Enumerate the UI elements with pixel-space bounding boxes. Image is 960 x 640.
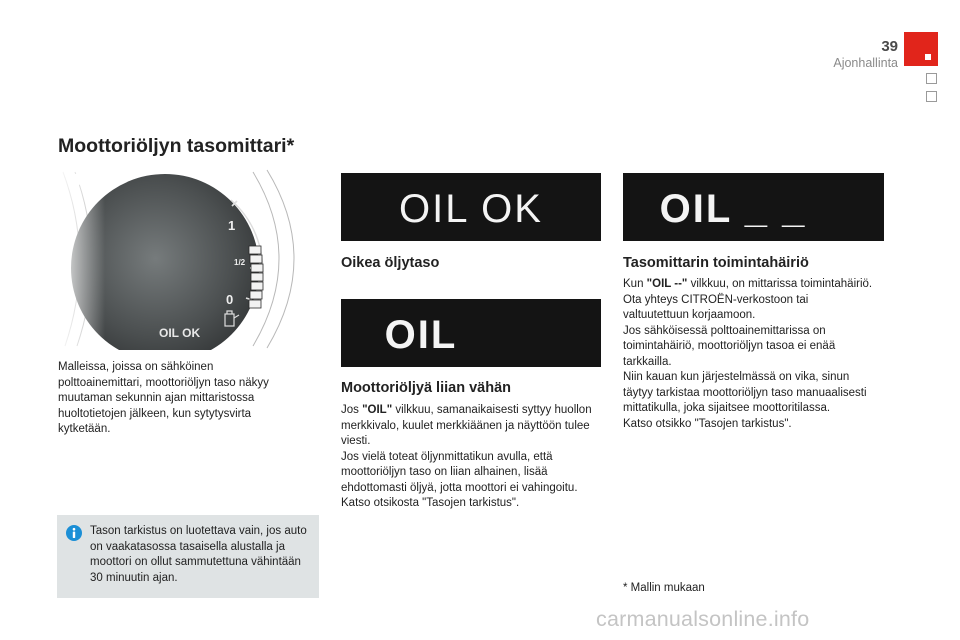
gauge-display-text: OIL OK	[159, 326, 201, 340]
chapter-tab[interactable]	[904, 32, 938, 66]
low-oil-paragraph	[341, 403, 606, 512]
chapter-tab-marker	[925, 54, 931, 60]
intro-paragraph: Malleissa, joissa on sähköinen polttoainemittari, moottoriöljyn taso näkyy muutaman sekunnin ajan mittaristossa huoltotietojen jälkeen, kun sytytysvirta kytketään.	[58, 361, 269, 435]
low-oil-pre: Jos	[341, 404, 363, 416]
oil-level-gauge	[55, 168, 321, 350]
watermark: carmanualsonline.info	[596, 607, 810, 631]
oil-low-display-text: OIL	[384, 313, 458, 357]
fault-body: vilkkuu, on mittarissa toimintahäiriö. Ota yhteys CITROËN-verkostoon tai valtuutettuun korjaamoon. Jos sähköisessä polttoainemittarissa on toimintahäiriö, moottoriöljyn tasoa ei enää tarkkailla. Niin kauan kun järjestelmässä on vika, sinun täytyy tarkistaa moottoriöljyn taso manuaalisesti mittatikulla, joka sijaitsee moottoritilassa. Katso otsikko "Tasojen tarkistus".	[623, 278, 873, 430]
oil-ok-display-text: OIL OK	[399, 187, 543, 231]
nav-box-1[interactable]	[926, 73, 937, 84]
oil-fault-display-text: OIL _ _	[659, 187, 807, 231]
footnote: * Mallin mukaan	[623, 582, 705, 594]
page-title: Moottoriöljyn tasomittari*	[58, 135, 295, 157]
oil-low-display	[341, 299, 601, 367]
page-number: 39	[881, 38, 898, 55]
gauge-label-zero: 0	[226, 292, 234, 307]
nav-box-2[interactable]	[926, 91, 937, 102]
gauge-label-one: 1	[228, 218, 236, 233]
low-oil-title: Moottoriöljyä liian vähän	[341, 380, 511, 396]
fault-pre: Kun	[623, 278, 647, 290]
info-box	[57, 515, 319, 598]
oil-fault-display	[623, 173, 884, 241]
gauge-label-half: 1/2	[234, 258, 246, 267]
info-text: Tason tarkistus on luotettava vain, jos auto on vaakatasossa tasaisella alustalla ja moottori on ollut sammutettuna vähintään 30 minuutin ajan.	[90, 525, 307, 584]
fault-paragraph	[623, 277, 873, 432]
correct-level-title: Oikea öljytaso	[341, 255, 440, 271]
oil-ok-display	[341, 173, 601, 241]
fault-title: Tasomittarin toimintahäiriö	[623, 255, 809, 271]
low-oil-body: vilkkuu, samanaikaisesti syttyy huollon merkkivalo, kuulet merkkiäänen ja näyttöön tulee viesti. Jos vielä toteat öljynmittatikun avulla, että moottoriöljyn taso on liian alhainen, lisää ehdottomasti öljyä, jotta moottori ei vahingoitu. Katso otsikosta "Tasojen tarkistus".	[341, 404, 592, 509]
low-oil-code: "OIL"	[362, 404, 393, 416]
info-icon	[66, 525, 82, 541]
fault-code: "OIL --"	[646, 278, 688, 290]
section-name: Ajonhallinta	[833, 56, 898, 70]
